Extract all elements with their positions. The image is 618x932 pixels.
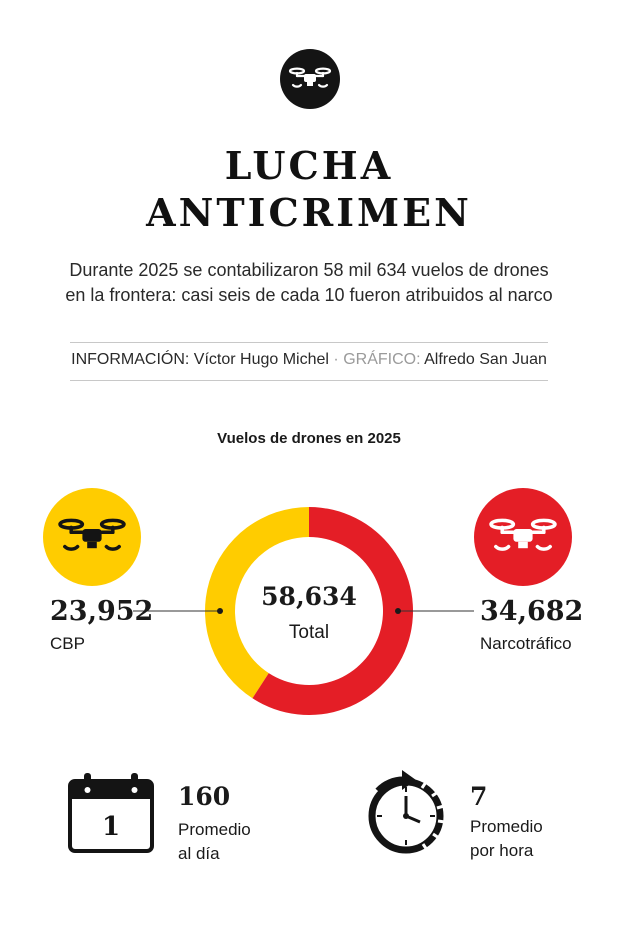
credits-info-label: INFORMACIÓN:: [71, 351, 190, 368]
daily-average-label: [178, 818, 251, 866]
subtitle-line-1: Durante 2025 se contabilizaron 58 mil 634 vuelos de drones: [69, 260, 549, 280]
hourly-average-value: 7: [470, 782, 488, 811]
total-label: Total: [288, 622, 330, 643]
cbp-label: CBP: [50, 634, 85, 653]
subtitle-line-2: en la frontera: casi seis de cada 10 fueron atribuidos al narco: [65, 285, 553, 305]
hourly-average-label-1: Promedio: [470, 817, 543, 836]
chart-title: Vuelos de drones en 2025: [217, 430, 401, 447]
credits-graphic-label: GRÁFICO:: [343, 351, 421, 368]
clock-icon: [362, 766, 452, 858]
calendar-icon: [66, 772, 156, 854]
narco-value: 34,682: [480, 596, 584, 627]
title-line-1: LUCHA: [224, 143, 394, 188]
title-line-2: ANTICRIMEN: [146, 190, 472, 235]
daily-average-label-2: al día: [178, 844, 220, 863]
hourly-average-label-2: por hora: [470, 841, 534, 860]
credits-info-name: Víctor Hugo Michel: [193, 351, 329, 368]
cbp-value: 23,952: [50, 596, 154, 627]
hourly-average-label: [470, 815, 543, 863]
credits-graphic-name: Alfredo San Juan: [424, 351, 547, 368]
calendar-day: 1: [101, 812, 121, 842]
credits-separator: ·: [333, 351, 339, 368]
total-value: 58,634: [261, 582, 357, 611]
narco-label: Narcotráfico: [480, 634, 572, 653]
daily-average-label-1: Promedio: [178, 820, 251, 839]
daily-average-value: 160: [178, 782, 231, 811]
